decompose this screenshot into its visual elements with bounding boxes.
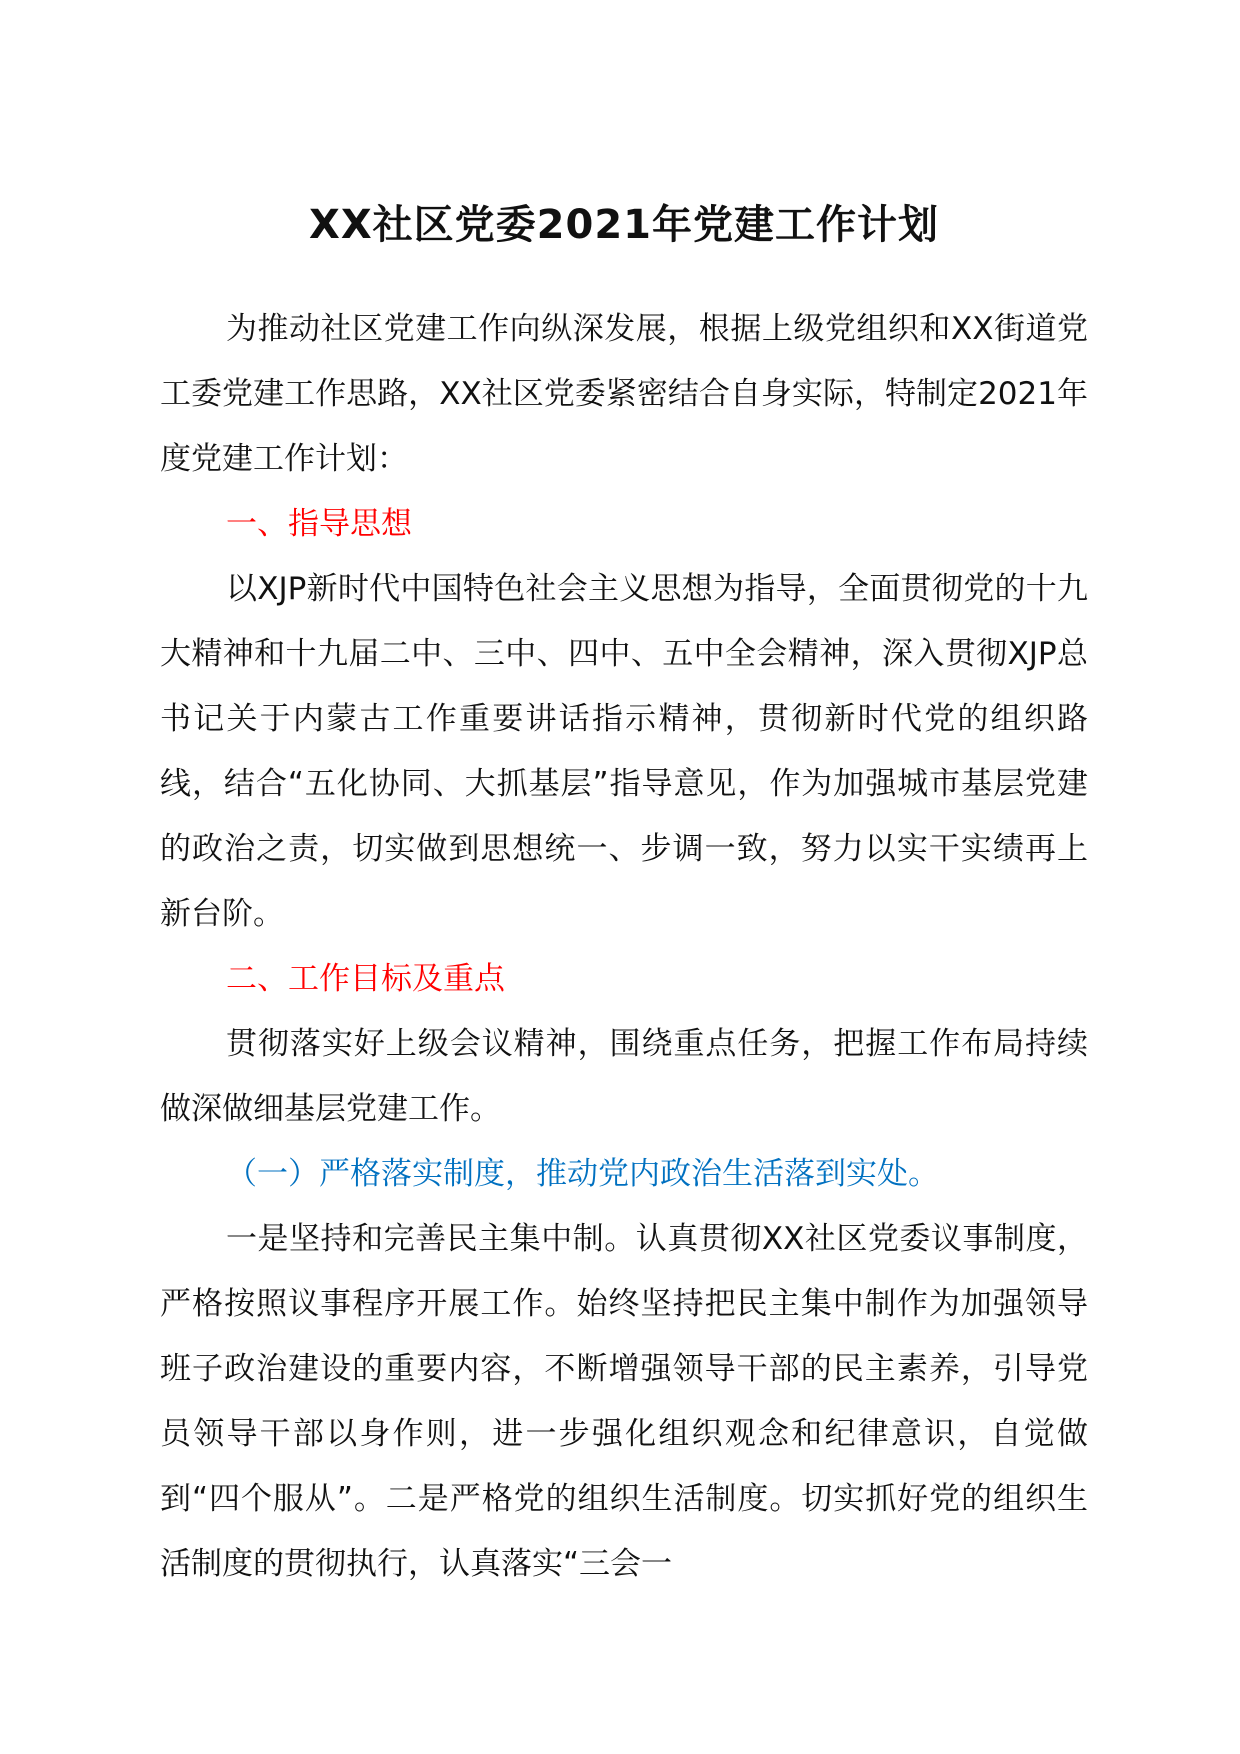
section-heading-work-goals: 二、工作目标及重点 (226, 961, 505, 997)
section-heading-guiding-ideology: 一、指导思想 (226, 506, 412, 542)
document-title: XX社区党委2021年党建工作计划 (308, 202, 939, 248)
intro-paragraph: 为推动社区党建工作向纵深发展，根据上级党组织和XX街道党工委党建工作思路，XX社区党委紧密结合自身实际，特制定2021年度党建工作计划： (160, 311, 1088, 477)
work-goals-paragraph: 贯彻落实好上级会议精神，围绕重点任务，把握工作布局持续做深做细基层党建工作。 (160, 1026, 1088, 1127)
subsection-heading-implement-systems: （一）严格落实制度，推动党内政治生活落到实处。 (226, 1156, 939, 1192)
guiding-ideology-paragraph: 以XJP新时代中国特色社会主义思想为指导，全面贯彻党的十九大精神和十九届二中、三中、四中、五中全会精神，深入贯彻XJP总书记关于内蒙古工作重要讲话指示精神，贯彻新时代党的组织路线，结合“五化协同、大抓基层”指导意见，作为加强城市基层党建的政治之责，切实做到思想统一、步调一致，努力以实干实绩再上新台阶。 (160, 571, 1088, 932)
implement-systems-paragraph: 一是坚持和完善民主集中制。认真贯彻XX社区党委议事制度，严格按照议事程序开展工作。始终坚持把民主集中制作为加强领导班子政治建设的重要内容，不断增强领导干部的民主素养，引导党员领导干部以身作则，进一步强化组织观念和纪律意识，自觉做到“四个服从”。二是严格党的组织生活制度。切实抓好党的组织生活制度的贯彻执行，认真落实“三会一 (160, 1221, 1088, 1582)
document-page (160, 196, 1088, 1597)
